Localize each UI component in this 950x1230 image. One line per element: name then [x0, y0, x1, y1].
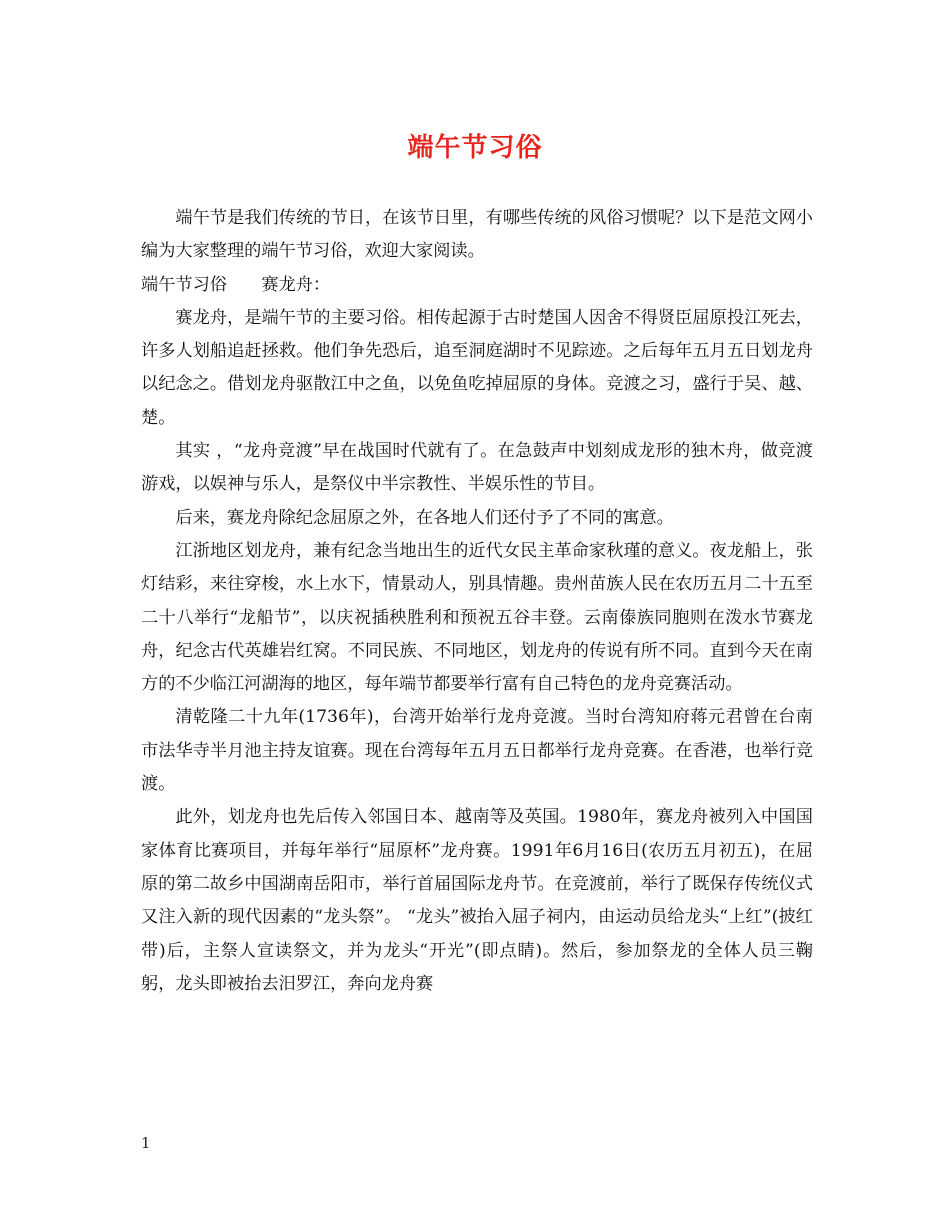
body-paragraph: 赛龙舟，是端午节的主要习俗。相传起源于古时楚国人因舍不得贤臣屈原投江死去，许多人划船追赶拯救。他们争先恐后，追至洞庭湖时不见踪迹。之后每年五月五日划龙舟以纪念之。借划龙舟驱散江中之鱼，以免鱼吃掉屈原的身体。竞渡之习，盛行于吴、越、楚。 — [141, 307, 813, 428]
body-paragraph: 清乾隆二十九年(1736年)，台湾开始举行龙舟竞渡。当时台湾知府蒋元君曾在台南市法华寺半月池主持友谊赛。现在台湾每年五月五日都举行龙舟竞赛。在香港，也举行竞渡。 — [141, 707, 813, 795]
body-paragraph: 此外，划龙舟也先后传入邻国日本、越南等及英国。1980年，赛龙舟被列入中国国家体育比赛项目，并每年举行“屈原杯”龙舟赛。1991年6月16日(农历五月初五)，在屈原的第二故乡中国湖南岳阳市，举行首届国际龙舟节。在竞渡前，举行了既保存传统仪式又注入新的现代因素的“龙头祭”。 “龙头”被抬入屈子祠内，由运动员给龙头“上红”(披红带)后，主祭人宣读祭文，并为龙头“开光”(即点睛)。然后，参加祭龙的全体人员三鞠躬，龙头即被抬去汨罗江，奔向龙舟赛 — [141, 807, 813, 994]
page-number: 1 — [141, 1134, 151, 1152]
body-paragraph: 其实 ，“龙舟竞渡”早在战国时代就有了。在急鼓声中划刻成龙形的独木舟，做竞渡游戏，以娱神与乐人，是祭仪中半宗教性、半娱乐性的节目。 — [141, 441, 813, 495]
body-paragraph: 江浙地区划龙舟，兼有纪念当地出生的近代女民主革命家秋瑾的意义。夜龙船上，张灯结彩，来往穿梭，水上水下，情景动人，别具情趣。贵州苗族人民在农历五月二十五至二十八举行“龙船节”，以庆祝插秧胜利和预祝五谷丰登。云南傣族同胞则在泼水节赛龙舟，纪念古代英雄岩红窝。不同民族、不同地区，划龙舟的传说有所不同。直到今天在南方的不少临江河湖海的地区，每年端节都要举行富有自己特色的龙舟竞赛活动。 — [141, 540, 813, 695]
intro-paragraph: 端午节是我们传统的节日，在该节日里，有哪些传统的风俗习惯呢？以下是范文网小编为大家整理的端午节习俗，欢迎大家阅读。 — [141, 208, 813, 262]
section-heading: 端午节习俗 赛龙舟： — [141, 274, 331, 295]
document-body — [141, 202, 813, 1001]
body-paragraph: 后来，赛龙舟除纪念屈原之外，在各地人们还付予了不同的寓意。 — [175, 507, 674, 528]
document-title: 端午节习俗 — [407, 133, 543, 163]
